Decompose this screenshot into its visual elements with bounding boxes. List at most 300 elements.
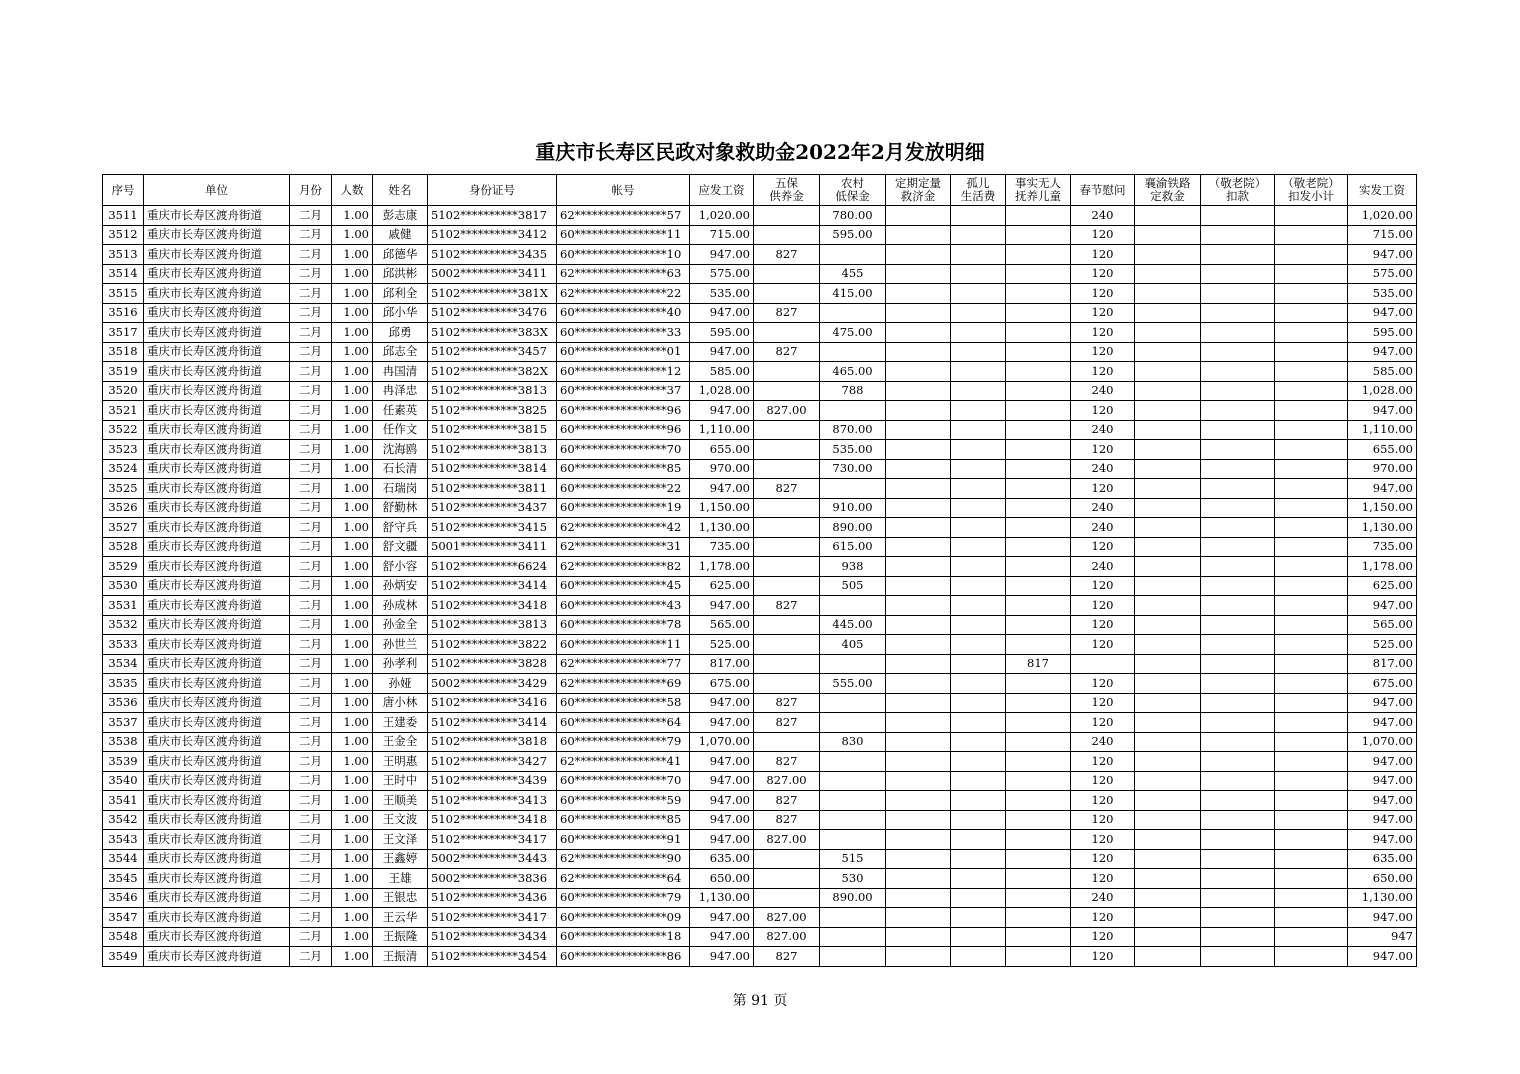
cell-shishi — [1006, 635, 1071, 655]
cell-account: 60****************91 — [557, 830, 690, 850]
cell-account: 60****************12 — [557, 362, 690, 382]
cell-unit: 重庆市长寿区渡舟街道 — [144, 459, 290, 479]
cell-id-no: 5102**********3817 — [428, 206, 557, 226]
cell-guer — [951, 791, 1006, 811]
cell-deduct-sub — [1275, 303, 1348, 323]
header-wage-due: 应发工资 — [690, 175, 754, 206]
cell-paid: 575.00 — [1348, 264, 1417, 284]
cell-wage-due: 947.00 — [690, 303, 754, 323]
cell-xiangyu — [1135, 752, 1201, 772]
cell-deduct — [1201, 245, 1275, 265]
cell-persons: 1.00 — [332, 732, 373, 752]
cell-paid: 947.00 — [1348, 303, 1417, 323]
cell-deduct-sub — [1275, 654, 1348, 674]
cell-xiangyu — [1135, 381, 1201, 401]
cell-account: 62****************64 — [557, 869, 690, 889]
cell-xiangyu — [1135, 284, 1201, 304]
cell-dingqi — [886, 459, 951, 479]
cell-paid: 735.00 — [1348, 537, 1417, 557]
cell-deduct — [1201, 303, 1275, 323]
cell-persons: 1.00 — [332, 576, 373, 596]
cell-id-no: 5102**********3413 — [428, 791, 557, 811]
cell-persons: 1.00 — [332, 440, 373, 460]
cell-name: 王时中 — [373, 771, 428, 791]
table-row — [103, 342, 1417, 362]
cell-unit: 重庆市长寿区渡舟街道 — [144, 420, 290, 440]
cell-shishi — [1006, 947, 1071, 967]
cell-guer — [951, 381, 1006, 401]
cell-seq: 3512 — [103, 225, 144, 245]
cell-month: 二月 — [290, 459, 332, 479]
cell-persons: 1.00 — [332, 537, 373, 557]
cell-deduct-sub — [1275, 362, 1348, 382]
cell-seq: 3548 — [103, 927, 144, 947]
cell-persons: 1.00 — [332, 323, 373, 343]
cell-deduct-sub — [1275, 381, 1348, 401]
cell-account: 62****************69 — [557, 674, 690, 694]
cell-unit: 重庆市长寿区渡舟街道 — [144, 440, 290, 460]
cell-shishi — [1006, 362, 1071, 382]
cell-persons: 1.00 — [332, 908, 373, 928]
cell-seq: 3541 — [103, 791, 144, 811]
cell-deduct — [1201, 713, 1275, 733]
cell-month: 二月 — [290, 713, 332, 733]
cell-seq: 3526 — [103, 498, 144, 518]
cell-wage-due: 947.00 — [690, 947, 754, 967]
cell-name: 邱小华 — [373, 303, 428, 323]
cell-month: 二月 — [290, 537, 332, 557]
cell-seq: 3531 — [103, 596, 144, 616]
table-row — [103, 596, 1417, 616]
cell-xiangyu — [1135, 420, 1201, 440]
cell-guer — [951, 693, 1006, 713]
cell-spring: 120 — [1071, 674, 1135, 694]
cell-month: 二月 — [290, 830, 332, 850]
cell-dingqi — [886, 303, 951, 323]
cell-deduct-sub — [1275, 284, 1348, 304]
cell-name: 唐小林 — [373, 693, 428, 713]
cell-unit: 重庆市长寿区渡舟街道 — [144, 401, 290, 421]
cell-persons: 1.00 — [332, 791, 373, 811]
table-row — [103, 459, 1417, 479]
cell-unit: 重庆市长寿区渡舟街道 — [144, 693, 290, 713]
cell-dingqi — [886, 752, 951, 772]
table-header-row — [103, 175, 1417, 206]
cell-unit: 重庆市长寿区渡舟街道 — [144, 323, 290, 343]
cell-account: 62****************90 — [557, 849, 690, 869]
cell-unit: 重庆市长寿区渡舟街道 — [144, 635, 290, 655]
cell-wubao: 827.00 — [754, 771, 820, 791]
table-row — [103, 927, 1417, 947]
cell-guer — [951, 713, 1006, 733]
cell-deduct-sub — [1275, 771, 1348, 791]
cell-guer — [951, 245, 1006, 265]
cell-wage-due: 970.00 — [690, 459, 754, 479]
cell-nongcun — [820, 596, 886, 616]
cell-spring: 240 — [1071, 888, 1135, 908]
cell-deduct-sub — [1275, 693, 1348, 713]
cell-wage-due: 1,070.00 — [690, 732, 754, 752]
cell-shishi — [1006, 752, 1071, 772]
cell-deduct-sub — [1275, 869, 1348, 889]
cell-paid: 947.00 — [1348, 947, 1417, 967]
cell-paid: 947.00 — [1348, 771, 1417, 791]
header-guer: 孤儿 生活费 — [951, 175, 1006, 206]
table-row — [103, 615, 1417, 635]
cell-month: 二月 — [290, 810, 332, 830]
cell-spring: 120 — [1071, 752, 1135, 772]
cell-paid: 1,130.00 — [1348, 518, 1417, 538]
cell-deduct — [1201, 674, 1275, 694]
cell-deduct — [1201, 401, 1275, 421]
cell-wubao — [754, 459, 820, 479]
cell-id-no: 5102**********3436 — [428, 888, 557, 908]
header-seq: 序号 — [103, 175, 144, 206]
cell-nongcun: 505 — [820, 576, 886, 596]
cell-month: 二月 — [290, 908, 332, 928]
cell-wage-due: 947.00 — [690, 693, 754, 713]
cell-spring: 120 — [1071, 713, 1135, 733]
cell-paid: 947.00 — [1348, 791, 1417, 811]
cell-persons: 1.00 — [332, 362, 373, 382]
cell-nongcun: 465.00 — [820, 362, 886, 382]
cell-id-no: 5102**********3437 — [428, 498, 557, 518]
cell-nongcun: 870.00 — [820, 420, 886, 440]
cell-paid: 947.00 — [1348, 596, 1417, 616]
cell-guer — [951, 810, 1006, 830]
cell-name: 舒勤林 — [373, 498, 428, 518]
cell-wage-due: 1,178.00 — [690, 557, 754, 577]
cell-shishi — [1006, 401, 1071, 421]
cell-unit: 重庆市长寿区渡舟街道 — [144, 245, 290, 265]
cell-deduct — [1201, 752, 1275, 772]
cell-shishi — [1006, 713, 1071, 733]
cell-spring: 120 — [1071, 791, 1135, 811]
cell-month: 二月 — [290, 771, 332, 791]
cell-shishi — [1006, 908, 1071, 928]
table-row — [103, 869, 1417, 889]
cell-deduct — [1201, 264, 1275, 284]
cell-wage-due: 535.00 — [690, 284, 754, 304]
cell-deduct — [1201, 342, 1275, 362]
cell-paid: 675.00 — [1348, 674, 1417, 694]
cell-shishi — [1006, 342, 1071, 362]
cell-account: 60****************70 — [557, 771, 690, 791]
cell-wage-due: 735.00 — [690, 537, 754, 557]
cell-deduct — [1201, 693, 1275, 713]
cell-id-no: 5102**********3412 — [428, 225, 557, 245]
cell-spring: 120 — [1071, 264, 1135, 284]
cell-paid: 947.00 — [1348, 908, 1417, 928]
cell-deduct — [1201, 869, 1275, 889]
cell-xiangyu — [1135, 362, 1201, 382]
cell-month: 二月 — [290, 362, 332, 382]
cell-unit: 重庆市长寿区渡舟街道 — [144, 908, 290, 928]
cell-spring: 120 — [1071, 479, 1135, 499]
cell-persons: 1.00 — [332, 303, 373, 323]
cell-name: 舒守兵 — [373, 518, 428, 538]
table-row — [103, 381, 1417, 401]
cell-persons: 1.00 — [332, 206, 373, 226]
cell-persons: 1.00 — [332, 635, 373, 655]
cell-month: 二月 — [290, 888, 332, 908]
cell-paid: 947.00 — [1348, 713, 1417, 733]
cell-wubao — [754, 284, 820, 304]
table-row — [103, 323, 1417, 343]
cell-account: 60****************64 — [557, 713, 690, 733]
cell-xiangyu — [1135, 498, 1201, 518]
cell-paid: 947.00 — [1348, 693, 1417, 713]
cell-deduct — [1201, 635, 1275, 655]
cell-xiangyu — [1135, 713, 1201, 733]
cell-seq: 3538 — [103, 732, 144, 752]
cell-persons: 1.00 — [332, 674, 373, 694]
cell-paid: 817.00 — [1348, 654, 1417, 674]
cell-spring: 120 — [1071, 342, 1135, 362]
cell-dingqi — [886, 654, 951, 674]
cell-spring: 120 — [1071, 284, 1135, 304]
cell-guer — [951, 732, 1006, 752]
cell-wage-due: 1,130.00 — [690, 518, 754, 538]
cell-account: 60****************40 — [557, 303, 690, 323]
cell-guer — [951, 596, 1006, 616]
cell-xiangyu — [1135, 908, 1201, 928]
cell-unit: 重庆市长寿区渡舟街道 — [144, 381, 290, 401]
cell-spring: 240 — [1071, 557, 1135, 577]
cell-shishi: 817 — [1006, 654, 1071, 674]
cell-month: 二月 — [290, 323, 332, 343]
cell-paid: 525.00 — [1348, 635, 1417, 655]
cell-guer — [951, 576, 1006, 596]
cell-wage-due: 947.00 — [690, 713, 754, 733]
cell-persons: 1.00 — [332, 401, 373, 421]
cell-guer — [951, 284, 1006, 304]
cell-wage-due: 1,020.00 — [690, 206, 754, 226]
cell-wage-due: 715.00 — [690, 225, 754, 245]
cell-nongcun: 730.00 — [820, 459, 886, 479]
cell-dingqi — [886, 479, 951, 499]
cell-nongcun — [820, 713, 886, 733]
cell-shishi — [1006, 557, 1071, 577]
cell-xiangyu — [1135, 869, 1201, 889]
table-row — [103, 693, 1417, 713]
cell-dingqi — [886, 732, 951, 752]
cell-dingqi — [886, 849, 951, 869]
cell-dingqi — [886, 537, 951, 557]
cell-paid: 947.00 — [1348, 752, 1417, 772]
cell-dingqi — [886, 771, 951, 791]
cell-month: 二月 — [290, 245, 332, 265]
table-row — [103, 401, 1417, 421]
cell-nongcun: 415.00 — [820, 284, 886, 304]
cell-name: 邱勇 — [373, 323, 428, 343]
cell-guer — [951, 206, 1006, 226]
cell-deduct-sub — [1275, 342, 1348, 362]
cell-persons: 1.00 — [332, 927, 373, 947]
cell-nongcun: 890.00 — [820, 518, 886, 538]
cell-wubao — [754, 440, 820, 460]
cell-seq: 3522 — [103, 420, 144, 440]
cell-spring: 120 — [1071, 849, 1135, 869]
table-row — [103, 479, 1417, 499]
cell-dingqi — [886, 342, 951, 362]
cell-account: 60****************45 — [557, 576, 690, 596]
cell-month: 二月 — [290, 440, 332, 460]
cell-unit: 重庆市长寿区渡舟街道 — [144, 518, 290, 538]
cell-guer — [951, 771, 1006, 791]
cell-unit: 重庆市长寿区渡舟街道 — [144, 206, 290, 226]
cell-seq: 3523 — [103, 440, 144, 460]
table-row — [103, 264, 1417, 284]
cell-xiangyu — [1135, 927, 1201, 947]
cell-shishi — [1006, 206, 1071, 226]
cell-dingqi — [886, 635, 951, 655]
cell-wubao — [754, 576, 820, 596]
cell-id-no: 5102**********3439 — [428, 771, 557, 791]
cell-wage-due: 1,028.00 — [690, 381, 754, 401]
cell-seq: 3544 — [103, 849, 144, 869]
cell-xiangyu — [1135, 947, 1201, 967]
cell-account: 60****************59 — [557, 791, 690, 811]
header-persons: 人数 — [332, 175, 373, 206]
cell-xiangyu — [1135, 459, 1201, 479]
cell-dingqi — [886, 869, 951, 889]
cell-nongcun: 830 — [820, 732, 886, 752]
cell-persons: 1.00 — [332, 771, 373, 791]
cell-dingqi — [886, 284, 951, 304]
cell-dingqi — [886, 420, 951, 440]
cell-paid: 947.00 — [1348, 479, 1417, 499]
cell-wage-due: 947.00 — [690, 479, 754, 499]
cell-id-no: 5102**********3825 — [428, 401, 557, 421]
header-deduct: （敬老院） 扣款 — [1201, 175, 1275, 206]
cell-xiangyu — [1135, 401, 1201, 421]
cell-wubao — [754, 498, 820, 518]
table-row — [103, 420, 1417, 440]
cell-dingqi — [886, 264, 951, 284]
cell-wubao: 827 — [754, 752, 820, 772]
cell-persons: 1.00 — [332, 810, 373, 830]
cell-nongcun — [820, 791, 886, 811]
cell-unit: 重庆市长寿区渡舟街道 — [144, 869, 290, 889]
cell-spring — [1071, 654, 1135, 674]
header-shishi: 事实无人 抚养儿童 — [1006, 175, 1071, 206]
cell-guer — [951, 440, 1006, 460]
cell-seq: 3525 — [103, 479, 144, 499]
cell-deduct — [1201, 654, 1275, 674]
cell-xiangyu — [1135, 732, 1201, 752]
cell-wubao: 827.00 — [754, 401, 820, 421]
cell-dingqi — [886, 810, 951, 830]
cell-shishi — [1006, 518, 1071, 538]
cell-wage-due: 817.00 — [690, 654, 754, 674]
cell-deduct-sub — [1275, 947, 1348, 967]
cell-id-no: 5102**********3414 — [428, 713, 557, 733]
table-row — [103, 752, 1417, 772]
cell-seq: 3515 — [103, 284, 144, 304]
cell-seq: 3539 — [103, 752, 144, 772]
cell-account: 60****************70 — [557, 440, 690, 460]
cell-deduct — [1201, 518, 1275, 538]
cell-persons: 1.00 — [332, 459, 373, 479]
table-row — [103, 791, 1417, 811]
cell-account: 62****************22 — [557, 284, 690, 304]
cell-deduct-sub — [1275, 459, 1348, 479]
cell-account: 62****************31 — [557, 537, 690, 557]
cell-wubao: 827 — [754, 342, 820, 362]
cell-deduct — [1201, 830, 1275, 850]
cell-xiangyu — [1135, 479, 1201, 499]
cell-dingqi — [886, 927, 951, 947]
cell-seq: 3545 — [103, 869, 144, 889]
cell-wage-due: 1,150.00 — [690, 498, 754, 518]
cell-persons: 1.00 — [332, 518, 373, 538]
header-unit: 单位 — [144, 175, 290, 206]
header-wubao: 五保 供养金 — [754, 175, 820, 206]
cell-paid: 565.00 — [1348, 615, 1417, 635]
cell-unit: 重庆市长寿区渡舟街道 — [144, 888, 290, 908]
cell-wage-due: 585.00 — [690, 362, 754, 382]
cell-wubao: 827 — [754, 713, 820, 733]
cell-dingqi — [886, 323, 951, 343]
cell-deduct-sub — [1275, 752, 1348, 772]
cell-unit: 重庆市长寿区渡舟街道 — [144, 791, 290, 811]
cell-nongcun: 455 — [820, 264, 886, 284]
cell-name: 王建委 — [373, 713, 428, 733]
cell-deduct-sub — [1275, 264, 1348, 284]
cell-wubao — [754, 615, 820, 635]
table-row — [103, 732, 1417, 752]
cell-persons: 1.00 — [332, 752, 373, 772]
cell-month: 二月 — [290, 479, 332, 499]
cell-persons: 1.00 — [332, 498, 373, 518]
cell-id-no: 5102**********381X — [428, 284, 557, 304]
cell-id-no: 5102**********3814 — [428, 459, 557, 479]
cell-xiangyu — [1135, 440, 1201, 460]
cell-shishi — [1006, 576, 1071, 596]
cell-dingqi — [886, 518, 951, 538]
cell-name: 舒文疆 — [373, 537, 428, 557]
cell-persons: 1.00 — [332, 479, 373, 499]
cell-name: 王振清 — [373, 947, 428, 967]
cell-nongcun: 535.00 — [820, 440, 886, 460]
cell-guer — [951, 362, 1006, 382]
cell-shishi — [1006, 323, 1071, 343]
cell-account: 60****************37 — [557, 381, 690, 401]
cell-xiangyu — [1135, 693, 1201, 713]
cell-dingqi — [886, 401, 951, 421]
cell-unit: 重庆市长寿区渡舟街道 — [144, 362, 290, 382]
cell-shishi — [1006, 537, 1071, 557]
cell-spring: 120 — [1071, 401, 1135, 421]
cell-wubao — [754, 206, 820, 226]
cell-id-no: 5102**********3415 — [428, 518, 557, 538]
cell-persons: 1.00 — [332, 342, 373, 362]
cell-dingqi — [886, 576, 951, 596]
cell-guer — [951, 674, 1006, 694]
cell-deduct-sub — [1275, 440, 1348, 460]
cell-unit: 重庆市长寿区渡舟街道 — [144, 615, 290, 635]
cell-shishi — [1006, 440, 1071, 460]
cell-unit: 重庆市长寿区渡舟街道 — [144, 264, 290, 284]
table-row — [103, 557, 1417, 577]
cell-nongcun: 910.00 — [820, 498, 886, 518]
cell-spring: 120 — [1071, 245, 1135, 265]
cell-deduct-sub — [1275, 927, 1348, 947]
cell-month: 二月 — [290, 576, 332, 596]
cell-deduct — [1201, 947, 1275, 967]
cell-spring: 120 — [1071, 440, 1135, 460]
